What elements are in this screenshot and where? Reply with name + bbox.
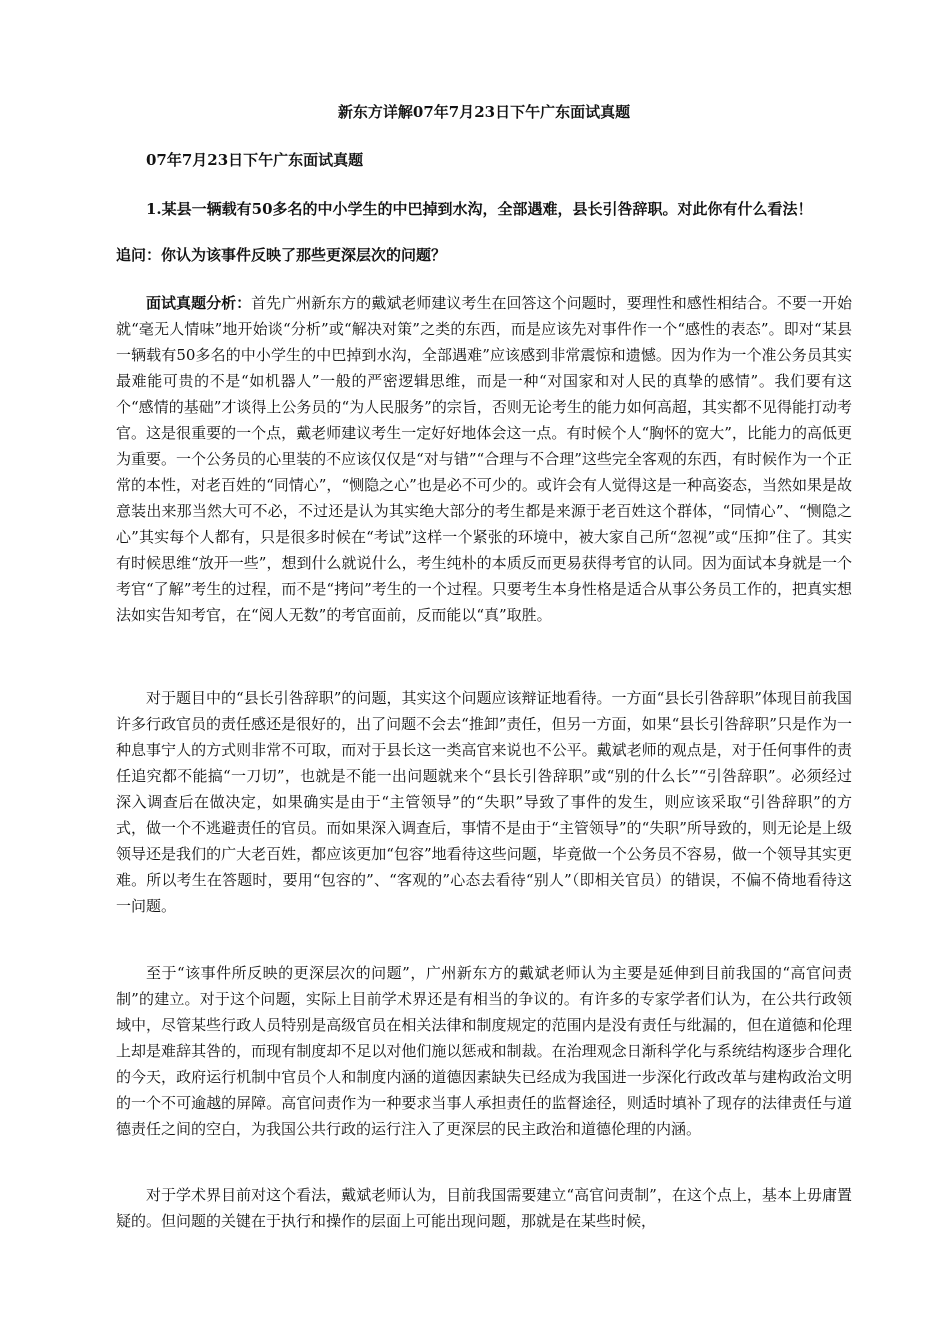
analysis-paragraph-3: 至于“该事件所反映的更深层次的问题”，广州新东方的戴斌老师认为主要是延伸到目前我国的“高官问责制”的建立。对于这个问题，实际上目前学术界还是有相当的争议的。有许多的专家学者们认为，在公共行政领域中，尽管某些行政人员特别是高级官员在相关法律和制度规定的范围内是没有责任与纰漏的，但在道德和伦理上却是难辞其咎的，而现有制度却不足以对他们施以惩戒和制裁。在治理观念日渐科学化与系统结构逐步合理化的今天，政府运行机制中官员个人和制度内涵的道德因素缺失已经成为我国进一步深化行政改革与建构政治文明的一个不可逾越的屏障。高官问责作为一种要求当事人承担责任的监督途径，则适时填补了现存的法律责任与道德责任之间的空白，为我国公共行政的运行注入了更深层的民主政治和道德伦理的内涵。: [116, 964, 852, 1138]
document-subtitle: 07年7月23日下午广东面试真题: [146, 151, 364, 169]
analysis-paragraph-1-text: 首先广州新东方的戴斌老师建议考生在回答这个问题时，要理性和感性相结合。不要一开始就“毫无人情味”地开始谈“分析”或“解决对策”之类的东西，而是应该先对事件作一个“感性的表态”。即对“某县一辆载有50多名的中小学生的中巴掉到水沟，全部遇难”应该感到非常震惊和遗憾。因为作为一个准公务员其实最难能可贵的不是“如机器人”一般的严密逻辑思维，而是一种“对国家和对人民的真挚的感情”。我们要有这个“感情的基础”才谈得上公务员的“为人民服务”的宗旨，否则无论考生的能力如何高超，其实都不见得能打动考官。这是很重要的一个点，戴老师建议考生一定好好地体会这一点。有时候个人“胸怀的宽大”，比能力的高低更为重要。一个公务员的心里装的不应该仅仅是“对与错”“合理与不合理”这些完全客观的东西，有时候作为一个正常的本性，对老百姓的“同情心”，“恻隐之心”也是必不可少的。或许会有人觉得这是一种高姿态，当然如果是故意装出来那当然大可不必，不过还是认为其实绝大部分的考生都是来源于老百姓这个群体，“同情心”、“恻隐之心”其实每个人都有，只是很多时候在“考试”这样一个紧张的环境中，被大家自己所“忽视”或“压抑”住了。其实有时候思维“放开一些”，想到什么就说什么，考生纯朴的本质反而更易获得考官的认同。因为面试本身就是一个考官“了解”考生的过程，而不是“拷问”考生的一个过程。只要考生本身性格是适合从事公务员工作的，把真实想法如实告知考官，在“阅人无数”的考官面前，反而能以“真”取胜。: [116, 294, 852, 624]
analysis-paragraph-2: 对于题目中的“县长引咎辞职”的问题，其实这个问题应该辩证地看待。一方面“县长引咎辞职”体现目前我国许多行政官员的责任感还是很好的，出了问题不会去“推卸”责任，但另一方面，如果“县长引咎辞职”只是作为一种息事宁人的方式则非常不可取，而对于县长这一类高官来说也不公平。戴斌老师的观点是，对于任何事件的责任追究都不能搞“一刀切”，也就是不能一出问题就来个“县长引咎辞职”或“别的什么长”“引咎辞职”。必须经过深入调查后在做决定，如果确实是由于“主管领导”的“失职”导致了事件的发生，则应该采取“引咎辞职”的方式，做一个不逃避责任的官员。而如果深入调查后，事情不是由于“主管领导”的“失职”所导致的，则无论是上级领导还是我们的广大老百姓，都应该更加“包容”地看待这些问题，毕竟做一个公务员不容易，做一个领导其实更难。所以考生在答题时，要用“包容的”、“客观的”心态去看待“别人”（即相关官员）的错误，不偏不倚地看待这一问题。: [116, 689, 852, 915]
document-title: 新东方详解07年7月23日下午广东面试真题: [337, 103, 631, 121]
analysis-paragraph-4: 对于学术界目前对这个看法，戴斌老师认为，目前我国需要建立“高官问责制”，在这个点上，基本上毋庸置疑的。但问题的关键在于执行和操作的层面上可能出现问题，那就是在某些时候，: [116, 1186, 852, 1230]
interview-question: 1.某县一辆载有50多名的中小学生的中巴掉到水沟，全部遇难，县长引咎辞职。对此你有什么看法！: [146, 200, 813, 218]
analysis-label: 面试真题分析：: [146, 294, 252, 312]
analysis-paragraph-1: [116, 290, 852, 628]
follow-up-question: 追问：你认为该事件反映了那些更深层次的问题？: [116, 246, 447, 264]
